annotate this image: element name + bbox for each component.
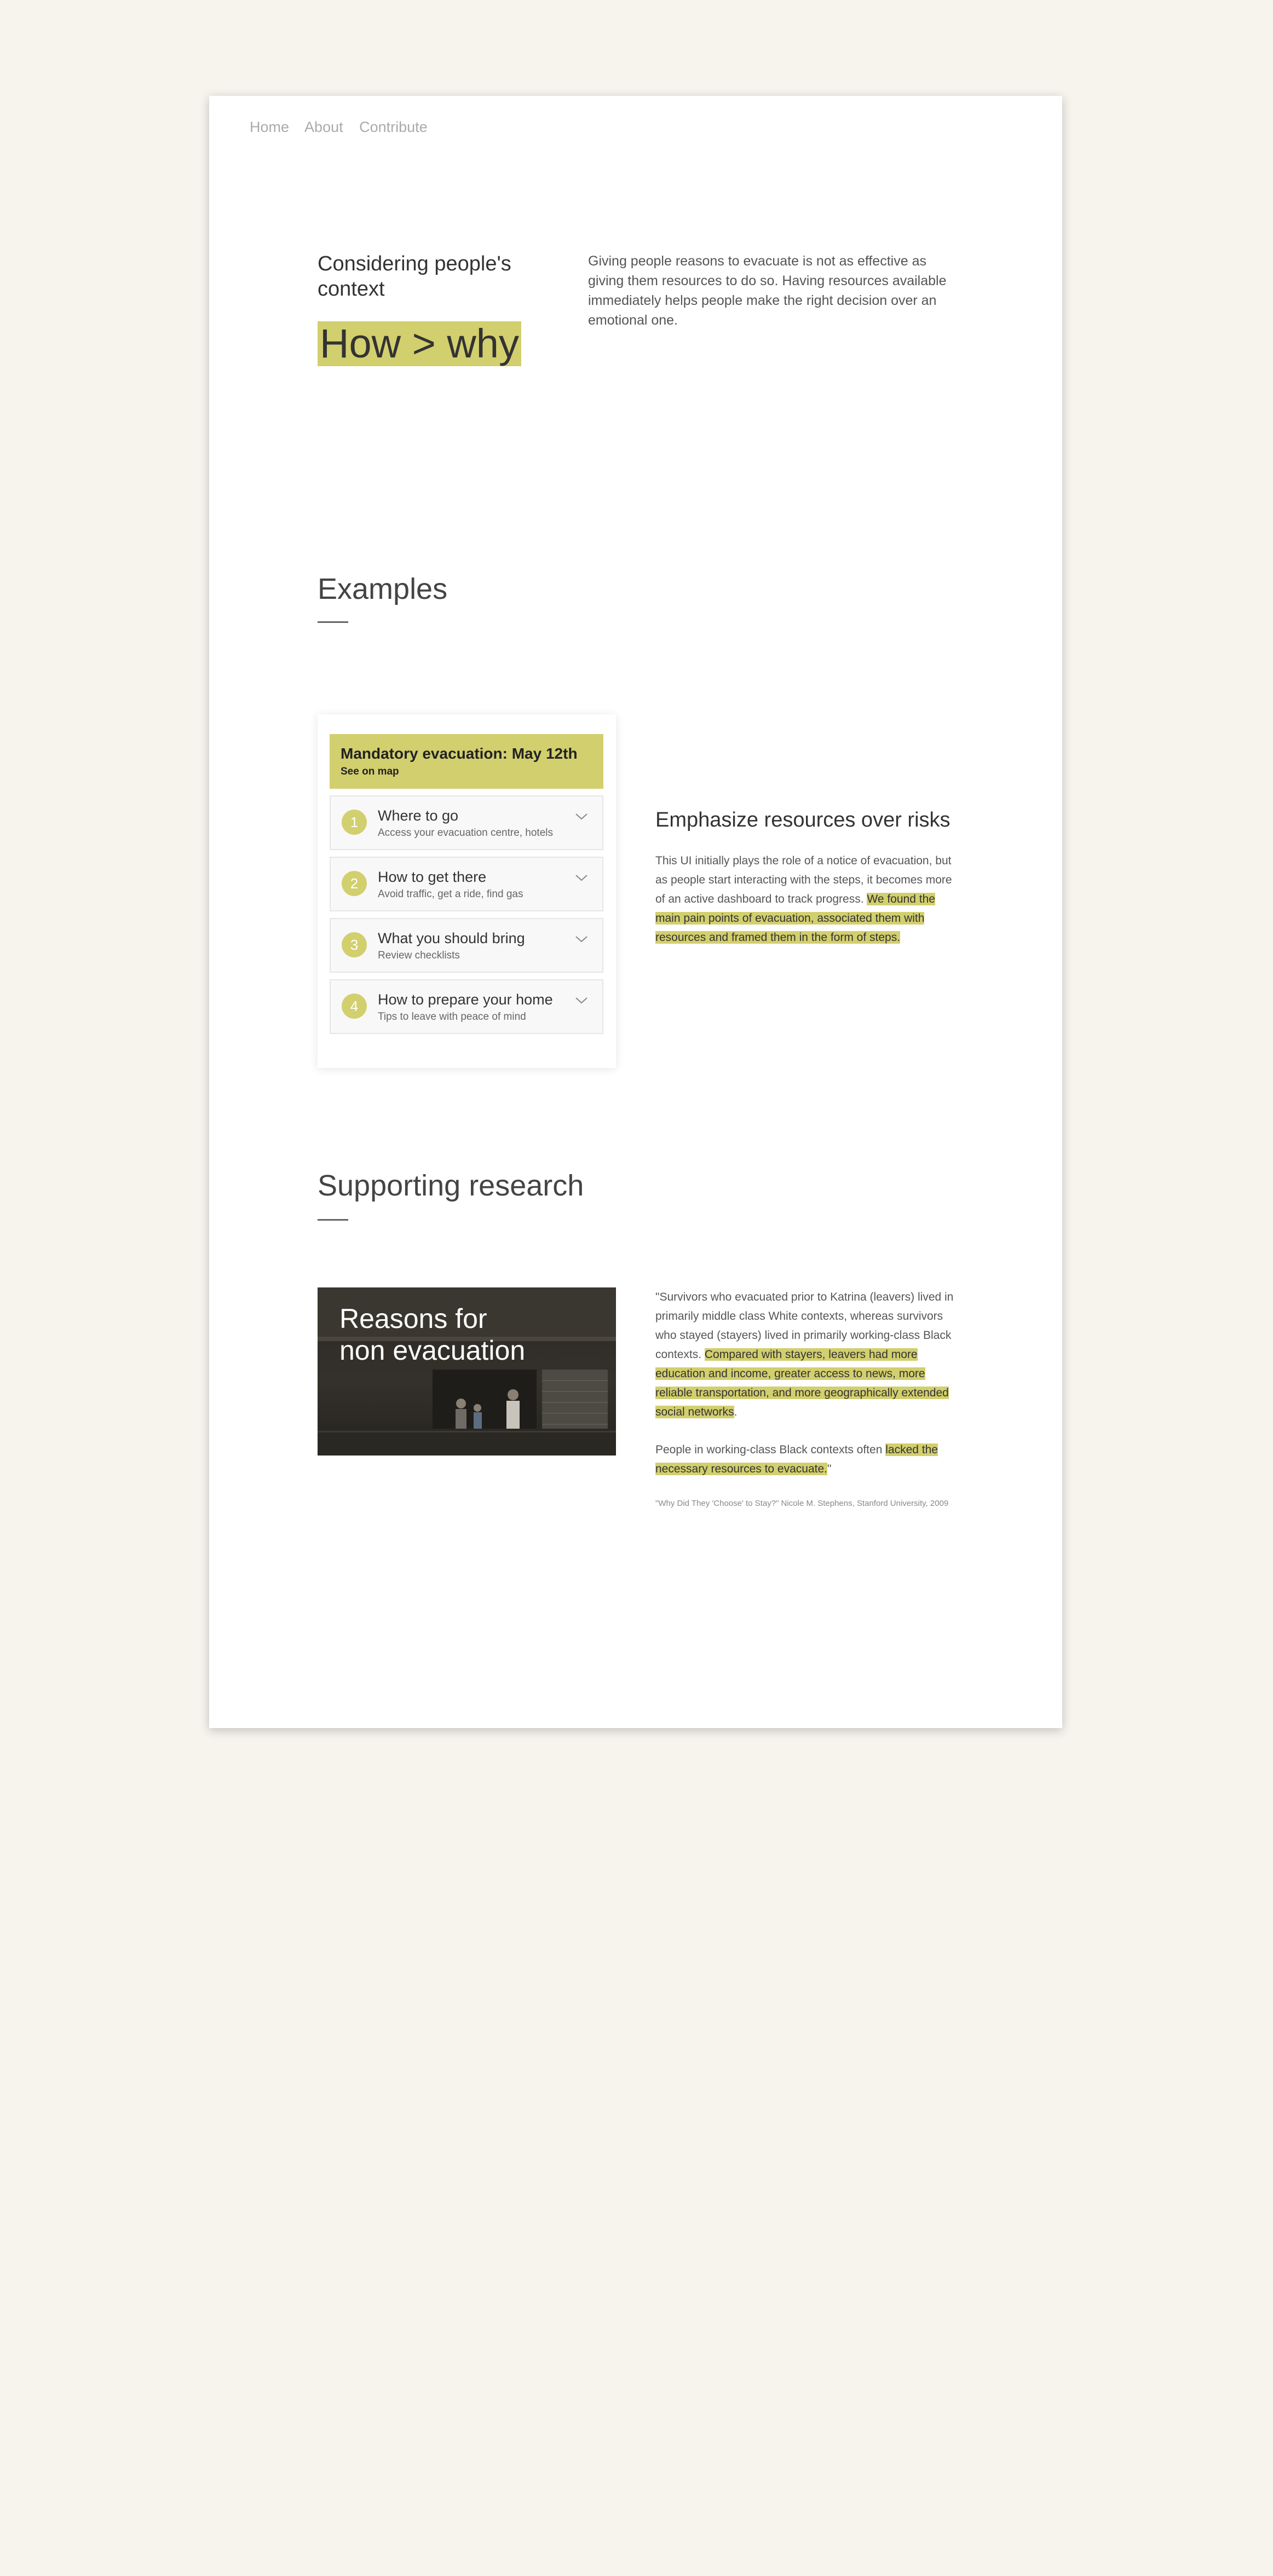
evacuation-notice-header[interactable] [330, 734, 603, 789]
hero [318, 251, 548, 366]
step-subtitle: Tips to leave with peace of mind [378, 1011, 526, 1023]
nav-contribute[interactable]: Contribute [359, 119, 428, 135]
examples-subheading: Emphasize resources over risks [655, 808, 951, 831]
research-photo-title-line2: non evacuation [339, 1335, 526, 1366]
step-how-to-get-there[interactable] [330, 857, 603, 911]
citation: "Why Did They 'Choose' to Stay?" Nicole M. Stephens, Stanford University, 2009 [655, 1499, 949, 1508]
examples-body [655, 851, 954, 947]
hero-description: Giving people reasons to evacuate is not as effective as giving them resources to do so. Having resources available immediately helps people make the right decision over an emotional one. [588, 253, 947, 328]
evacuation-ui-card [318, 714, 616, 1068]
hero-title: How > why [318, 321, 521, 366]
step-subtitle: Access your evacuation centre, hotels [378, 827, 554, 839]
nav-home[interactable]: Home [250, 119, 290, 135]
step-number-badge: 4 [342, 994, 367, 1019]
chevron-down-icon[interactable] [575, 874, 588, 882]
quote-text: "Survivors who evacuated prior to Katrina (leavers) lived in primarily middle class White contexts, whereas survivors who stayed (stayers) lived in primarily working-class Black contexts. [655, 1291, 954, 1361]
step-title: How to get there [378, 869, 487, 885]
step-number-badge: 2 [342, 871, 367, 896]
step-title: What you should bring [378, 930, 525, 946]
research-heading: Supporting research [318, 1169, 584, 1202]
chevron-down-icon[interactable] [575, 813, 588, 821]
step-title: Where to go [378, 807, 459, 824]
examples-heading-rule [318, 621, 348, 623]
page-card [209, 96, 1062, 1728]
examples-body-text: This UI initially plays the role of a notice of evacuation, but as people start interacting with the steps, it becomes more of an active dashboard to track progress. [655, 854, 952, 905]
step-subtitle: Avoid traffic, get a ride, find gas [378, 888, 523, 900]
quote-text-end: " [827, 1463, 832, 1475]
step-number-badge: 3 [342, 932, 367, 957]
hero-subtitle: Considering people's context [318, 252, 511, 301]
examples-body-highlight: We found the main pain points of evacuation, associated them with resources and framed them in the form of steps. [655, 893, 935, 944]
quote-text: People in working-class Black contexts often [655, 1443, 886, 1456]
examples-heading: Examples [318, 573, 448, 605]
quote-paragraph-1 [655, 1287, 954, 1422]
research-photo-title-line1: Reasons for [339, 1303, 487, 1334]
research-quote [655, 1287, 954, 1510]
research-photo-title [339, 1303, 525, 1366]
step-subtitle: Review checklists [378, 950, 460, 961]
nav-about[interactable]: About [304, 119, 343, 135]
quote-text-end: . [734, 1406, 738, 1418]
quote-highlight: lacked the necessary resources to evacuate. [655, 1443, 938, 1475]
top-nav [250, 119, 440, 136]
chevron-down-icon[interactable] [575, 935, 588, 943]
evacuation-notice-title: Mandatory evacuation: May 12th [341, 745, 578, 762]
step-where-to-go[interactable] [330, 795, 603, 850]
see-on-map-link[interactable]: See on map [341, 766, 399, 777]
research-heading-rule [318, 1219, 348, 1221]
step-prepare-home[interactable] [330, 979, 603, 1034]
step-what-to-bring[interactable] [330, 918, 603, 973]
chevron-down-icon[interactable] [575, 997, 588, 1004]
research-photo [318, 1287, 616, 1456]
quote-highlight: Compared with stayers, leavers had more education and income, greater access to news, more reliable transportation, and more geographically extended social networks [655, 1348, 949, 1418]
step-title: How to prepare your home [378, 991, 553, 1008]
quote-paragraph-2 [655, 1440, 954, 1478]
step-number-badge: 1 [342, 810, 367, 835]
